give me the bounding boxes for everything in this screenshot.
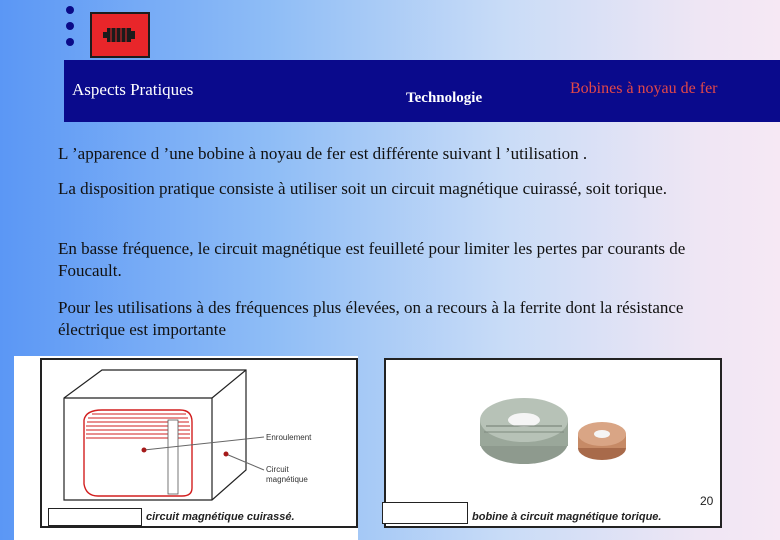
figure-shell-core <box>40 358 358 528</box>
dot <box>66 38 74 46</box>
logo-box <box>90 12 150 58</box>
label-circuit-line2: magnétique <box>266 475 308 484</box>
paragraph-apparence: L ’apparence d ’une bobine à noyau de fer est différente suivant l ’utilisation . <box>58 144 588 163</box>
paragraph-basse-frequence: En basse fréquence, le circuit magnétique est feuilleté pour limiter les pertes par courants de Foucault. <box>58 239 686 280</box>
paragraph-ferrite: Pour les utilisations à des fréquences plus élevées, on a recours à la ferrite dont la résistance électrique est importante <box>58 298 684 339</box>
label-winding: Enroulement <box>266 433 312 442</box>
dot <box>66 22 74 30</box>
caption-box-right <box>382 502 468 524</box>
title-bar <box>64 60 780 122</box>
topic-title: Technologie <box>406 90 483 106</box>
page-number: 20 <box>700 494 714 508</box>
dot <box>66 6 74 14</box>
coil-logo-icon <box>92 14 148 56</box>
section-title: Aspects Pratiques <box>72 80 194 99</box>
subject-title: Bobines à noyau de fer <box>570 80 718 97</box>
shell-core-diagram <box>42 360 356 526</box>
label-circuit-line1: Circuit <box>266 465 289 474</box>
bullet-dots <box>66 6 76 54</box>
caption-right: bobine à circuit magnétique torique. <box>472 511 662 523</box>
caption-box-left <box>48 508 142 526</box>
caption-left: circuit magnétique cuirassé. <box>146 511 295 523</box>
paragraph-disposition: La disposition pratique consiste à utiliser soit un circuit magnétique cuirassé, soit torique. <box>58 179 668 198</box>
